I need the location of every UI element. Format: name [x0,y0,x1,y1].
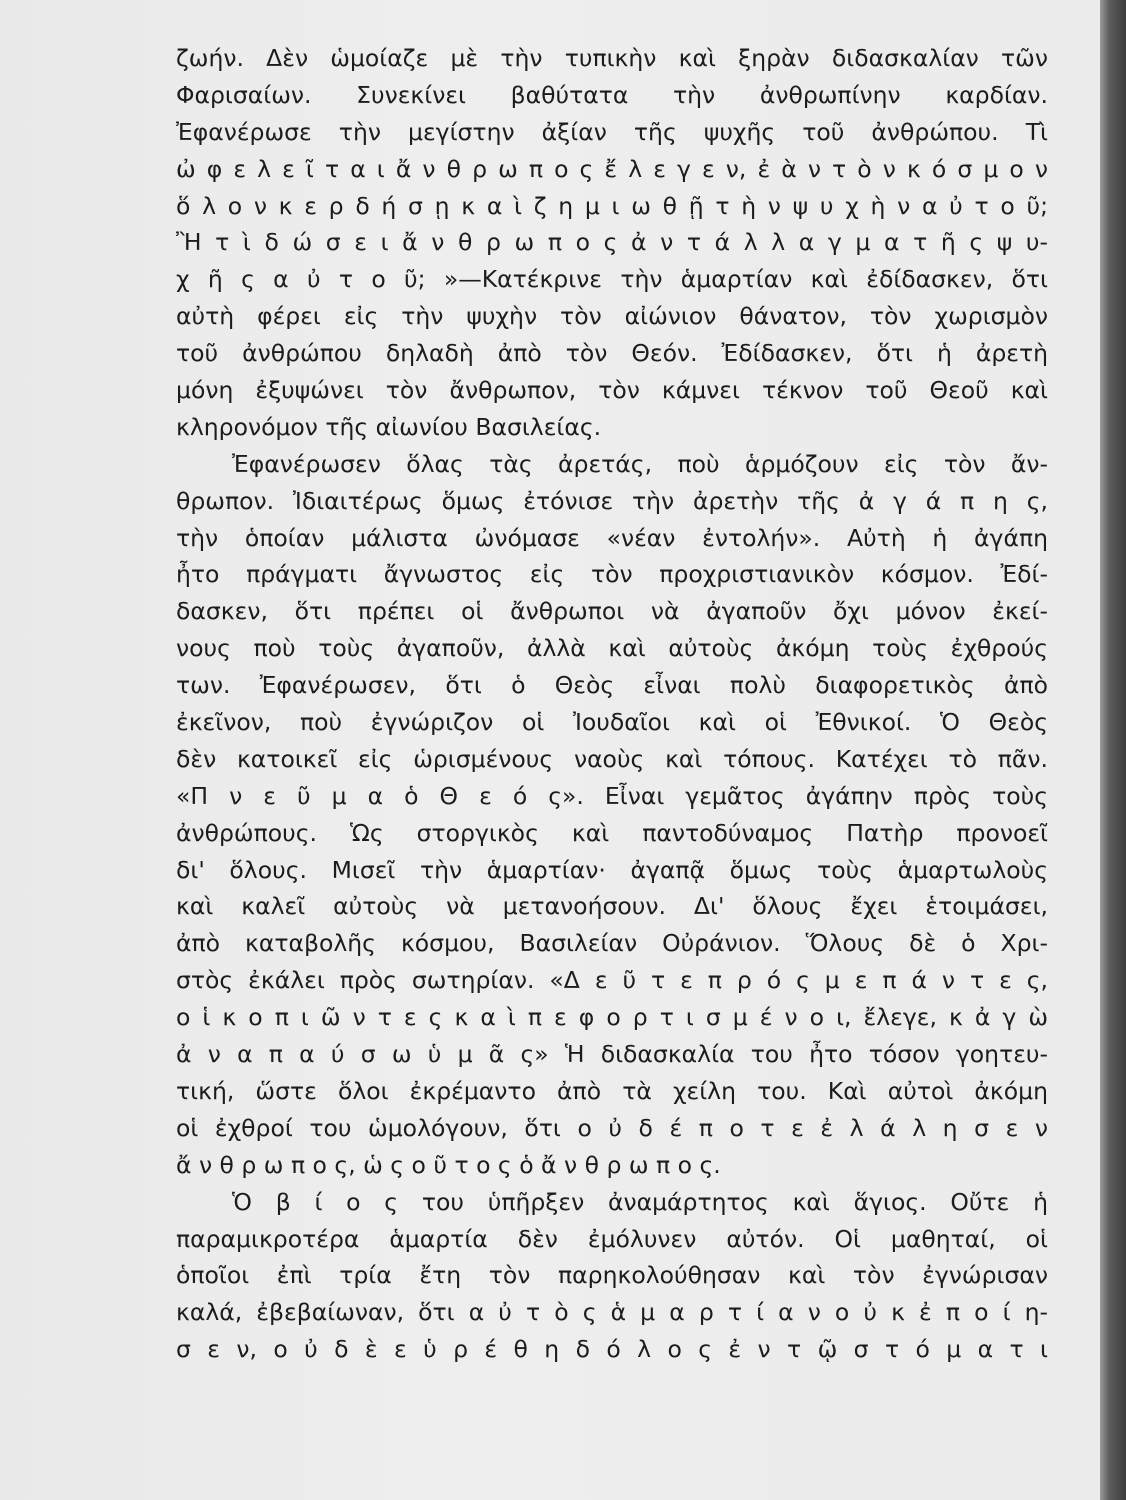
text-line: αὐτὴ φέρει εἰς τὴν ψυχὴν τὸν αἰώνιον θάνατον, τὸν χωρισμὸν [176,302,1048,331]
text-line: κληρονόμον τῆς αἰωνίου Βασιλείας. [176,412,602,441]
text-line: ἄ ν θ ρ ω π ο ς, ὡ ς ο ῦ τ ο ς ὁ ἄ ν θ ρ ω π ο ς. [176,1150,721,1179]
page-edge-shadow [1100,0,1126,1500]
text-line: δασκεν, ὅτι πρέπει οἱ ἄνθρωποι νὰ ἀγαποῦν ὄχι μόνον ἐκεί- [176,597,1048,626]
text-line: ἦτο πράγματι ἄγνωστος εἰς τὸν προχριστιανικὸν κόσμον. Ἐδί- [176,560,1048,589]
text-line: ἀ ν α π α ύ σ ω ὑ μ ᾶ ς» Ἡ διδασκαλία του ἦτο τόσον γοητευ- [176,1040,1048,1069]
text-line: μόνη ἐξυψώνει τὸν ἄνθρωπον, τὸν κάμνει τέκνον τοῦ Θεοῦ καὶ [176,376,1048,405]
text-line: Ἢ τ ὶ δ ώ σ ε ι ἄ ν θ ρ ω π ο ς ἀ ν τ ά λ λ α γ μ α τ ῆ ς ψ υ- [176,228,1048,257]
text-line: ἐκεῖνον, ποὺ ἐγνώριζον οἱ Ἰουδαῖοι καὶ οἱ Ἐθνικοί. Ὁ Θεὸς [176,708,1048,737]
text-line: ἀπὸ καταβολῆς κόσμου, Βασιλείαν Οὐράνιον. Ὅλους δὲ ὁ Χρι- [176,929,1048,958]
text-line: Φαρισαίων. Συνεκίνει βαθύτατα τὴν ἀνθρωπίνην καρδίαν. [176,80,1048,109]
text-line: παραμικροτέρα ἁμαρτία δὲν ἐμόλυνεν αὐτόν. Οἱ μαθηταί, οἱ [176,1224,1048,1253]
text-line: Ὁ β ί ο ς του ὑπῆρξεν ἀναμάρτητος καὶ ἅγιος. Οὔτε ἡ [232,1187,1048,1216]
text-line: ἀνθρώπους. Ὡς στοργικὸς καὶ παντοδύναμος Πατὴρ προνοεῖ [176,818,1048,847]
text-line: καλά, ἐβεβαίωναν, ὅτι α ὐ τ ὸ ς ἁ μ α ρ τ ί α ν ο ὐ κ ἐ π ο ί η- [176,1298,1048,1327]
text-line: σ ε ν, ο ὐ δ ὲ ε ὑ ρ έ θ η δ ό λ ο ς ἐ ν τ ῷ σ τ ό μ α τ ι [176,1335,1048,1364]
text-line: ο ἱ κ ο π ι ῶ ν τ ε ς κ α ὶ π ε φ ο ρ τ ι σ μ έ ν ο ι, ἔλεγε, κ ἀ γ ὼ [176,1003,1048,1032]
text-line: των. Ἐφανέρωσεν, ὅτι ὁ Θεὸς εἶναι πολὺ διαφορετικὸς ἀπὸ [176,671,1048,700]
body-text [176,40,1048,1368]
text-line: οἱ ἐχθροί του ὡμολόγουν, ὅτι ο ὐ δ έ π ο τ ε ἐ λ ά λ η σ ε ν [176,1113,1048,1142]
text-line: θρωπον. Ἰδιαιτέρως ὅμως ἐτόνισε τὴν ἀρετὴν τῆς ἀ γ ά π η ς, [176,486,1048,515]
text-line: ὅ λ ο ν κ ε ρ δ ή σ ῃ κ α ὶ ζ η μ ι ω θ ῇ τ ὴ ν ψ υ χ ὴ ν α ὐ τ ο ῦ; [176,191,1048,220]
text-line: δι' ὅλους. Μισεῖ τὴν ἁμαρτίαν· ἀγαπᾷ ὅμως τοὺς ἁμαρτωλοὺς [176,855,1048,884]
text-line: καὶ καλεῖ αὐτοὺς νὰ μετανοήσουν. Δι' ὅλους ἔχει ἑτοιμάσει, [176,892,1048,921]
text-line: τική, ὥστε ὅλοι ἐκρέμαντο ἀπὸ τὰ χείλη του. Καὶ αὐτοὶ ἀκόμη [176,1076,1048,1105]
text-line: τὴν ὁποίαν μάλιστα ὠνόμασε «νέαν ἐντολήν». Αὐτὴ ἡ ἀγάπη [176,523,1048,552]
text-line: στὸς ἐκάλει πρὸς σωτηρίαν. «Δ ε ῦ τ ε π ρ ό ς μ ε π ά ν τ ε ς, [176,966,1048,995]
text-line: δὲν κατοικεῖ εἰς ὡρισμένους ναοὺς καὶ τόπους. Κατέχει τὸ πᾶν. [176,744,1048,773]
text-line: «Π ν ε ῦ μ α ὁ Θ ε ό ς». Εἶναι γεμᾶτος ἀγάπην πρὸς τοὺς [176,781,1048,810]
text-line: ὠ φ ε λ ε ῖ τ α ι ἄ ν θ ρ ω π ο ς ἔ λ ε γ ε ν, ἐ ὰ ν τ ὸ ν κ ό σ μ ο ν [176,154,1048,183]
text-line: Ἐφανέρωσεν ὅλας τὰς ἀρετάς, ποὺ ἁρμόζουν εἰς τὸν ἄν- [232,449,1048,478]
text-line: χ ῆ ς α ὐ τ ο ῦ; »—Κατέκρινε τὴν ἁμαρτίαν καὶ ἐδίδασκεν, ὅτι [176,265,1048,294]
text-line: ὁποῖοι ἐπὶ τρία ἔτη τὸν παρηκολούθησαν καὶ τὸν ἐγνώρισαν [176,1261,1048,1290]
text-line: ζωήν. Δὲν ὡμοίαζε μὲ τὴν τυπικὴν καὶ ξηρὰν διδασκαλίαν τῶν [176,44,1048,72]
text-line: τοῦ ἀνθρώπου δηλαδὴ ἀπὸ τὸν Θεόν. Ἐδίδασκεν, ὅτι ἡ ἀρετὴ [176,339,1048,368]
text-line: νους ποὺ τοὺς ἀγαποῦν, ἀλλὰ καὶ αὐτοὺς ἀκόμη τοὺς ἐχθρούς [176,634,1048,663]
text-line: Ἐφανέρωσε τὴν μεγίστην ἀξίαν τῆς ψυχῆς τοῦ ἀνθρώπου. Τὶ [176,117,1048,146]
